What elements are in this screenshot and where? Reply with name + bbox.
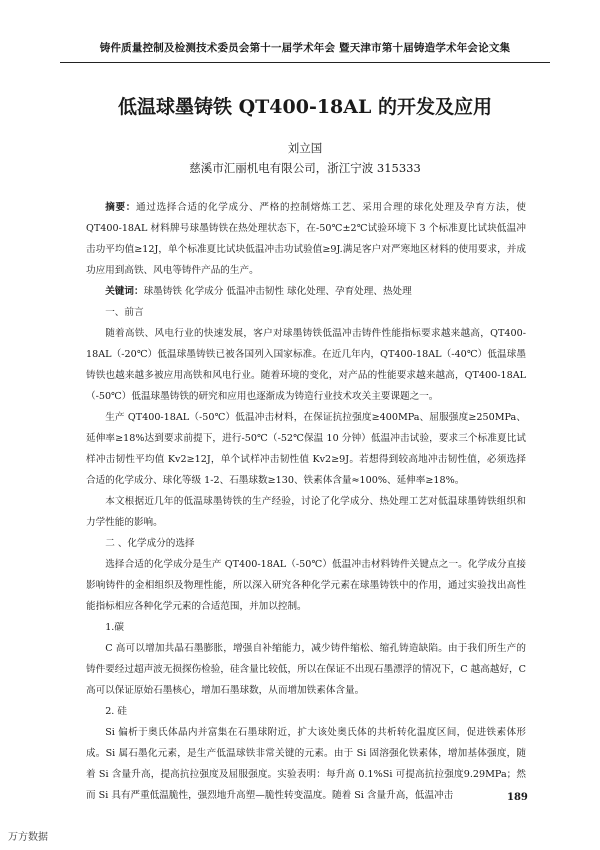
paragraph: 选择合适的化学成分是生产 QT400-18AL（-50℃）低温冲击材料铸件关键点之一。化学成分直接影响铸件的金相组织及物理性能，所以深入研究各种化学元素在球墨铸铁中的作用，通过实验找出高性能指标相应各种化学元素的合适范围，并加以控制。 xyxy=(86,559,526,612)
section-heading-preface: 一、前言 xyxy=(105,307,144,318)
paragraph: 本文根据近几年的低温球墨铸铁的生产经验，讨论了化学成分、热处理工艺对低温球墨铸铁组织和力学性能的影响。 xyxy=(86,496,526,528)
paragraph: 生产 QT400-18AL（-50℃）低温冲击材料，在保证抗拉强度≥400MPa、屈服强度≥250MPa、延伸率≥18%达到要求前提下，进行-50℃（-52℃保温 10 分钟）低温冲击试验，要求三个标准夏比试样冲击韧性平均值 Kv2≥12J，单个试样冲击韧性值 Kv2≥9J。若想得到较高地冲击韧性值，必须选择合适的化学成分、球化等级 1-2、石墨球数≥130、铁素体含量≈100%、延伸率≥18%。 xyxy=(86,412,526,486)
section-heading-composition: 二 、化学成分的选择 xyxy=(105,538,195,549)
abstract-text: 通过选择合适的化学成分、严格的控制熔炼工艺、采用合理的球化处理及孕育方法，使QT400-18AL 材料牌号球墨铸铁在热处理状态下，在-50℃±2℃试验环境下 3 个标准夏比试块低温冲击功平均值≥12J，单个标准夏比试块低温冲击功试验值≥9J.满足客户对严寒地区材料的使用要求，并成功应用到高铁、风电等铸件产品的生产。 xyxy=(86,202,527,276)
paragraph: Si 偏析于奥氏体晶内并富集在石墨球附近，扩大该处奥氏体的共析转化温度区间，促进铁素体形成。Si 属石墨化元素，是生产低温球铁非常关键的元素。由于 Si 固溶强化铁素体，增加基体强度，随着 Si 含量升高，提高抗拉强度及屈服强度。实验表明：每升高 0.1%Si 可提高抗拉强度9.29MPa；然而 Si 具有严重低温脆性，强烈地升高塑—脆性转变温度。随着 Si 含量升高，低温冲击 xyxy=(86,727,526,801)
page-number: 189 xyxy=(507,792,528,803)
subsection-heading-silicon: 2. 硅 xyxy=(105,706,127,717)
paper-title: 低温球墨铸铁 QT400-18AL 的开发及应用 xyxy=(117,96,492,118)
keywords-text: 球墨铸铁 化学成分 低温冲击韧性 球化处理、孕育处理、热处理 xyxy=(143,286,412,297)
keywords xyxy=(86,281,526,302)
abstract xyxy=(86,197,526,281)
source-watermark: 万方数据 xyxy=(8,832,48,843)
abstract-label: 摘要： xyxy=(105,202,137,213)
author-affiliation: 慈溪市汇丽机电有限公司，浙江宁波 315333 xyxy=(189,161,421,175)
keywords-label: 关键词： xyxy=(105,286,144,297)
header-divider xyxy=(60,62,550,63)
proceedings-header: 铸件质量控制及检测技术委员会第十一届学术年会 暨天津市第十届铸造学术年会论文集 xyxy=(99,42,511,54)
paragraph: 随着高铁、风电行业的快速发展，客户对球墨铸铁低温冲击铸件性能指标要求越来越高，QT400-18AL（-20℃）低温球墨铸铁已被各国列入国家标准。在近几年内，QT400-18AL（-40℃）低温球墨铸铁也越来越多被应用高铁和风电行业。随着环境的变化，对产品的性能要求越来越高，QT400-18AL（-50℃）低温球墨铸铁的研究和应用也逐渐成为铸造行业技术攻关主要课题之一。 xyxy=(86,328,526,402)
paragraph: C 高可以增加共晶石墨膨胀，增强自补缩能力，减少铸件缩松、缩孔铸造缺陷。由于我们所生产的铸件要经过超声波无损探伤检验，硅含量比较低，所以在保证不出现石墨漂浮的情况下，C 越高越好，C 高可以保证原始石墨核心，增加石墨球数，从而增加铁素体含量。 xyxy=(86,643,526,696)
paper-body xyxy=(86,197,526,806)
author-name: 刘立国 xyxy=(287,141,323,155)
subsection-heading-carbon: 1.碳 xyxy=(105,622,124,633)
